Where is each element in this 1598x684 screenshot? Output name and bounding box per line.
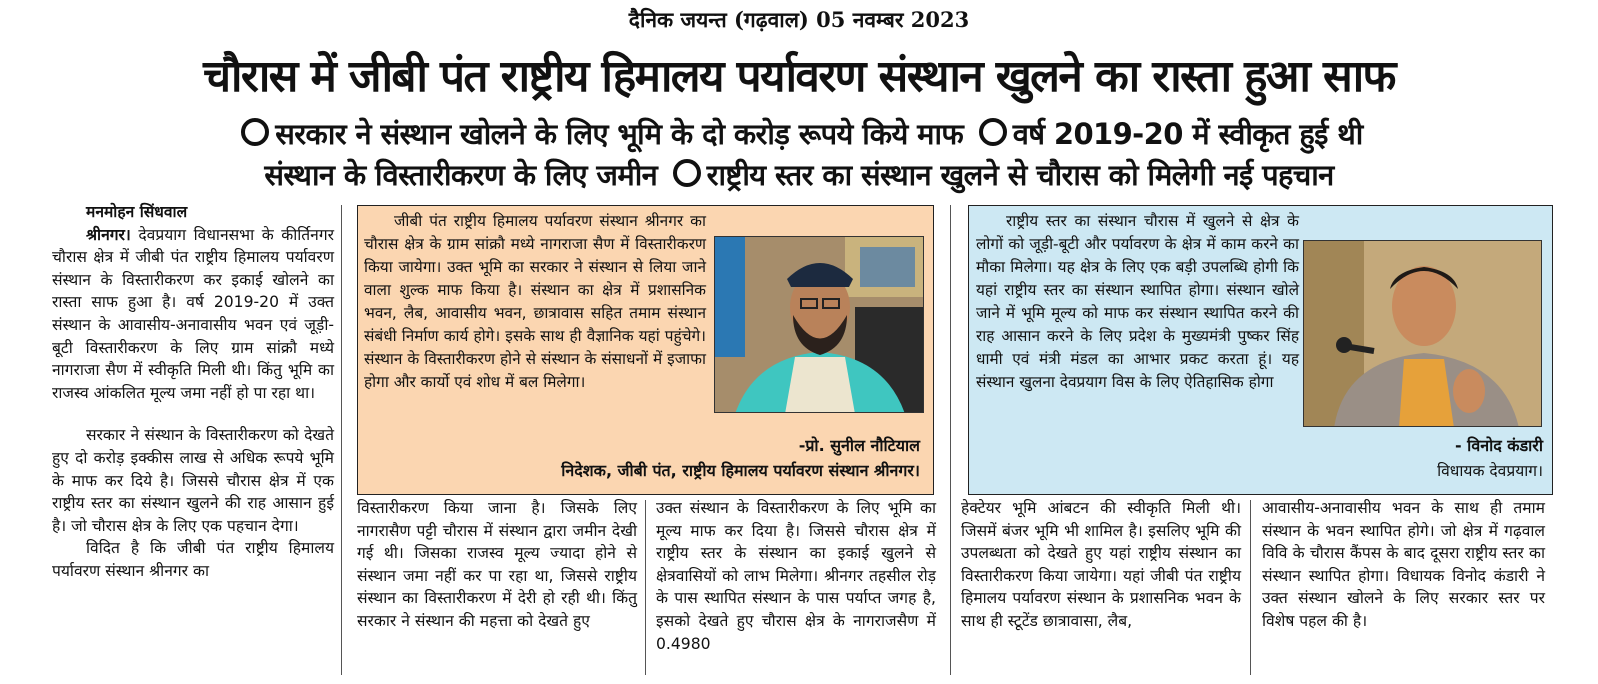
column-divider [1250,500,1251,675]
column-divider [645,500,646,675]
photo-float-spacer [706,236,920,448]
bullet-ring-icon [979,118,1007,146]
headline: चौरास में जीबी पंत राष्ट्रीय हिमालय पर्यावरण संस्थान खुलने का रास्ता हुआ साफ [203,51,1395,102]
article-column-2: विस्तारीकरण किया जाना है। जिसके लिए नागरासैण पट्टी चौरास में संस्थान द्वारा जमीन देखी गई थी। जिसका राजस्व मूल्य ज्यादा होने से संस्थान जमा नहीं कर पा रहा था, जिससे राष्ट्रीय संस्थान का विस्तारीकरण में देरी हो रही थी। किंतु सरकार ने संस्थान की महत्ता को देखते हुए [357,499,637,630]
quote-text-director: जीबी पंत राष्ट्रीय हिमालय पर्यावरण संस्थान श्रीनगर का चौरास क्षेत्र के ग्राम सांक्रौ मध्ये नागराजा सैण में विस्तारीकरण किया जायेगा। उक्त भूमि का सरकार ने संस्थान से लिया जाने वाला शुल्क माफ किया है। संस्थान का क्षेत्र में प्रशासनिक भवन, लैब, आवासीय भवन, छात्रावास सहित तमाम संस्थान संबंधी निर्माण कार्य होगे। इसके साथ ही वैज्ञानिक यहां पहुंचेगे। संस्थान के विस्तारीकरण होने से संस्थान के संसाधनों में इजाफा होगा और कार्यो एवं शोध में बल मिलेगा। [364,210,920,448]
subhead-1: सरकार ने संस्थान खोलने के लिए भूमि के दो करोड़ रूपये किये माफ [275,117,964,151]
subhead-3: संस्थान के विस्तारीकरण के लिए जमीन [264,158,658,192]
quote-designation-mla: विधायक देवप्रयाग। [1437,462,1543,480]
quote-text-mla: राष्ट्रीय स्तर का संस्थान चौरास में खुलने से क्षेत्र के लोगों को जूड़ी-बूटी और पर्यावरण के क्षेत्र में काम करने का मौका मिलेगा। यह क्षेत्र के लिए एक बड़ी उपलब्धि होगी कि यहां राष्ट्रीय स्तर का संस्थान स्थापित होगा। संस्थान खोले जाने में भूमि मूल्य को माफ कर संस्थान स्थापित करने की राह आसान करने के लिए प्रदेश के मुख्यमंत्री पुष्कर सिंह धामी एवं मंत्री मंडल का आभार प्रकट करता हूं। यह संस्थान खुलना देवप्रयाग विस के लिए ऐतिहासिक होगा [976,210,1546,448]
subhead-4: राष्ट्रीय स्तर का संस्थान खुलने से चौरास को मिलेगी नई पहचान [706,158,1334,192]
bullet-ring-icon [241,118,269,146]
paragraph-2: सरकार ने संस्थान के विस्तारीकरण को देखते हुए दो करोड़ इक्कीस लाख से अधिक रूपये भूमि के माफ कर दिये है। जिससे चौरास क्षेत्र में एक राष्ट्रीय स्तर का संस्थान खुलने की राह आसान हुई है। जो चौरास क्षेत्र के लिए एक पहचान देगा। [52,426,334,535]
article-column-1 [52,201,334,583]
article-column-4: हेक्टेयर भूमि आंबटन की स्वीकृति मिली थी। जिसमें बंजर भूमि भी शामिल है। इसलिए भूमि की उपलब्धता को देखते हुए यहां राष्ट्रीय संस्थान का विस्तारीकरण किया जायेगा। यहां जीबी पंत राष्ट्रीय हिमालय पर्यावरण संस्थान के प्रशासनिक भवन के साथ ही स्टूटेंड छात्रावासा, लैब, [961,499,1241,630]
quote-name-director: -प्रो. सुनील नौटियाल [798,436,920,455]
dateline: श्रीनगर। [86,225,131,244]
byline: मनमोहन सिंधवाल [86,203,188,221]
paragraph-1: श्रीनगर। देवप्रयाग विधानसभा के कीर्तिनगर चौरास क्षेत्र में जीबी पंत राष्ट्रीय हिमालय पर्यावरण संस्थान के विस्तारीकरण कर इकाई खोलने का रास्ता साफ हुआ है। वर्ष 2019-20 में उक्त संस्थान के आवासीय-अनावासीय भवन एवं जूड़ी-बूटी विस्तारीकरण के लिए ग्राम सांक्रौ मध्ये नागराजा सैण में स्वीकृति मिली थी। किंतु भूमि का राजस्व आंकलित मूल्य जमा नहीं हो पा रहा था। [52,225,334,402]
article-column-5: आवासीय-अनावासीय भवन के साथ ही तमाम संस्थान के भवन स्थापित होगे। जो क्षेत्र में गढ़वाल विवि के चौरास कैंपस के बाद दूसरा राष्ट्रीय स्तर का संस्थान स्थापित होगा। विधायक विनोद कंडारी ने उक्त संस्थान खोलने के लिए सरकार स्तर पर विशेष पहल की है। [1262,499,1545,630]
newspaper-masthead: दैनिक जयन्त (गढ़वाल) 05 नवम्बर 2023 [628,7,970,32]
subhead-2: वर्ष 2019-20 में स्वीकृत हुई थी [1012,117,1363,151]
bullet-ring-icon [673,159,701,187]
quote-designation-director: निदेशक, जीबी पंत, राष्ट्रीय हिमालय पर्यावरण संस्थान श्रीनगर। [561,461,920,480]
photo-float-spacer [1299,238,1546,448]
column-divider [341,205,342,675]
quote-name-mla: - विनोद कंडारी [1454,436,1543,455]
article-column-3: उक्त संस्थान के विस्तारीकरण के लिए भूमि का मूल्य माफ कर दिया है। जिससे चौरास क्षेत्र में राष्ट्रीय स्तर के संस्थान का इकाई खुलने से क्षेत्रवासियों को लाभ मिलेगा। श्रीनगर तहसील रोड़ के पास स्थापित संस्थान के पास पर्याप्त जगह है, इसको देखते हुए चौरास क्षेत्र के नागराजसैण में 0.4980 [656,499,936,653]
paragraph-3: विदित है कि जीबी पंत राष्ट्रीय हिमालय पर्यावरण संस्थान श्रीनगर का [52,539,334,580]
column-divider [950,205,951,675]
subhead-line-2 [0,155,1598,194]
subhead-line-1 [0,114,1598,153]
